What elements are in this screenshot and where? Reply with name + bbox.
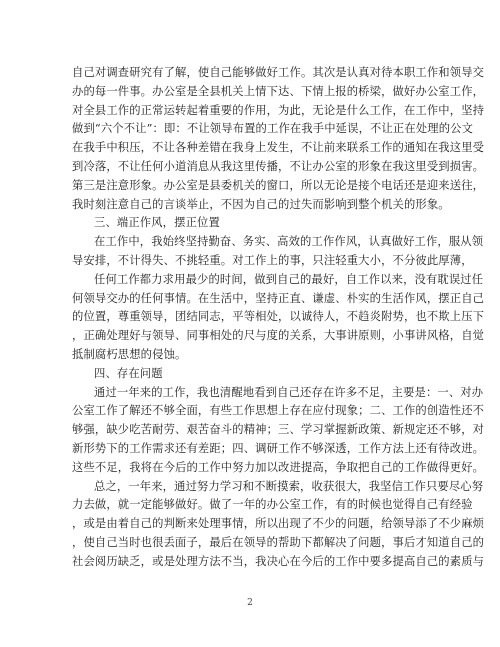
- text-line: 的位置，尊重领导，团结同志，平等相处，以诚待人，不趋炎附势，也不欺上压下: [72, 310, 485, 324]
- text-line: 在我手中积压，不让各种差错在我身上发生，不让前来联系工作的通知在我这里受: [72, 141, 485, 155]
- paragraph: [72, 271, 485, 365]
- text-line: 我时刻注意自己的言谈举止，不因为自己的过失而影响到整个机关的形象。: [72, 197, 450, 211]
- text-line: 导安排，不计得失、不挑轻重。对工作上的事，只注轻重大小，不分彼此厚薄，: [72, 253, 473, 267]
- paragraph: [72, 233, 484, 271]
- text-line: 总之，一年来，通过努力学习和不断摸索，收获很大，我坚信工作只要尽心努: [94, 479, 484, 493]
- section-heading: 三、端正作风，摆正位置: [94, 216, 220, 230]
- paragraph: [72, 384, 485, 478]
- text-line: 在工作中，我始终坚持勤奋、务实、高效的工作作风，认真做好工作，服从领: [94, 235, 484, 249]
- text-line: ，使自己当时也很丢面子，最后在领导的帮助下都解决了问题，事后才知道自己的: [72, 535, 485, 549]
- paragraph: [72, 478, 485, 572]
- document-body: [72, 64, 485, 572]
- section-heading: 四、存在问题: [94, 366, 163, 380]
- text-line: 何领导交办的任何事情。在生活中，坚持正直、谦虚、朴实的生活作风，摆正自己: [72, 291, 485, 305]
- paragraph: [72, 64, 485, 214]
- text-line: 这些不足，我将在今后的工作中努力加以改进提高，争取把自己的工作做得更好。: [72, 460, 485, 474]
- text-line: ，正确处理好与领导、同事相处的尺与度的关系，大事讲原则，小事讲风格，自觉: [72, 329, 485, 343]
- text-line: 做到“六个不让”：即：不让领导布置的工作在我手中延误，不让正在处理的公文: [72, 122, 474, 136]
- text-line: 抵制腐朽思想的侵蚀。: [72, 347, 187, 361]
- text-line: 办的每一件事。办公室是全县机关上情下达、下情上报的桥梁，做好办公室工作，: [72, 84, 485, 98]
- text-line: ，或是由着自己的判断来处理事情，所以出现了不少的问题，给领导添了不少麻烦: [72, 517, 485, 531]
- text-line: 第三是注意形象。办公室是县委机关的窗口，所以无论是接个电话还是迎来送往，: [72, 178, 485, 192]
- text-line: 对全县工作的正常运转起着重要的作用，为此，无论是什么工作，在工作中，坚持: [72, 103, 485, 117]
- text-line: 新形势下的工作需求还有差距；四、调研工作不够深透，工作方法上还有待改进。: [72, 441, 485, 455]
- text-line: 够强，缺少吃苦耐劳、艰苦奋斗的精神；三、学习掌握新政策、新规定还不够，对: [72, 423, 485, 437]
- text-line: 通过一年来的工作，我也清醒地看到自己还存在许多不足，主要是：一、对办: [94, 385, 484, 399]
- text-line: 公室工作了解还不够全面，有些工作思想上存在应付现象；二、工作的创造性还不: [72, 404, 485, 418]
- text-line: 任何工作都力求用最少的时间，做到自己的最好，自工作以来，没有耽误过任: [94, 272, 484, 286]
- text-line: 力去做，就一定能够做好。做了一年的办公室工作，有的时候也觉得自己有经验: [72, 498, 473, 512]
- page-number: 2: [247, 598, 253, 608]
- text-line: 自己对调查研究有了解，使自己能够做好工作。其次是认真对待本职工作和领导交: [72, 66, 485, 79]
- text-line: 社会阅历缺乏，或是处理方法不当，我决心在今后的工作中要多提高自己的素质与: [72, 554, 485, 568]
- text-line: 到冷落，不让任何小道消息从我这里传播，不让办公室的形象在我这里受到损害。: [72, 159, 485, 173]
